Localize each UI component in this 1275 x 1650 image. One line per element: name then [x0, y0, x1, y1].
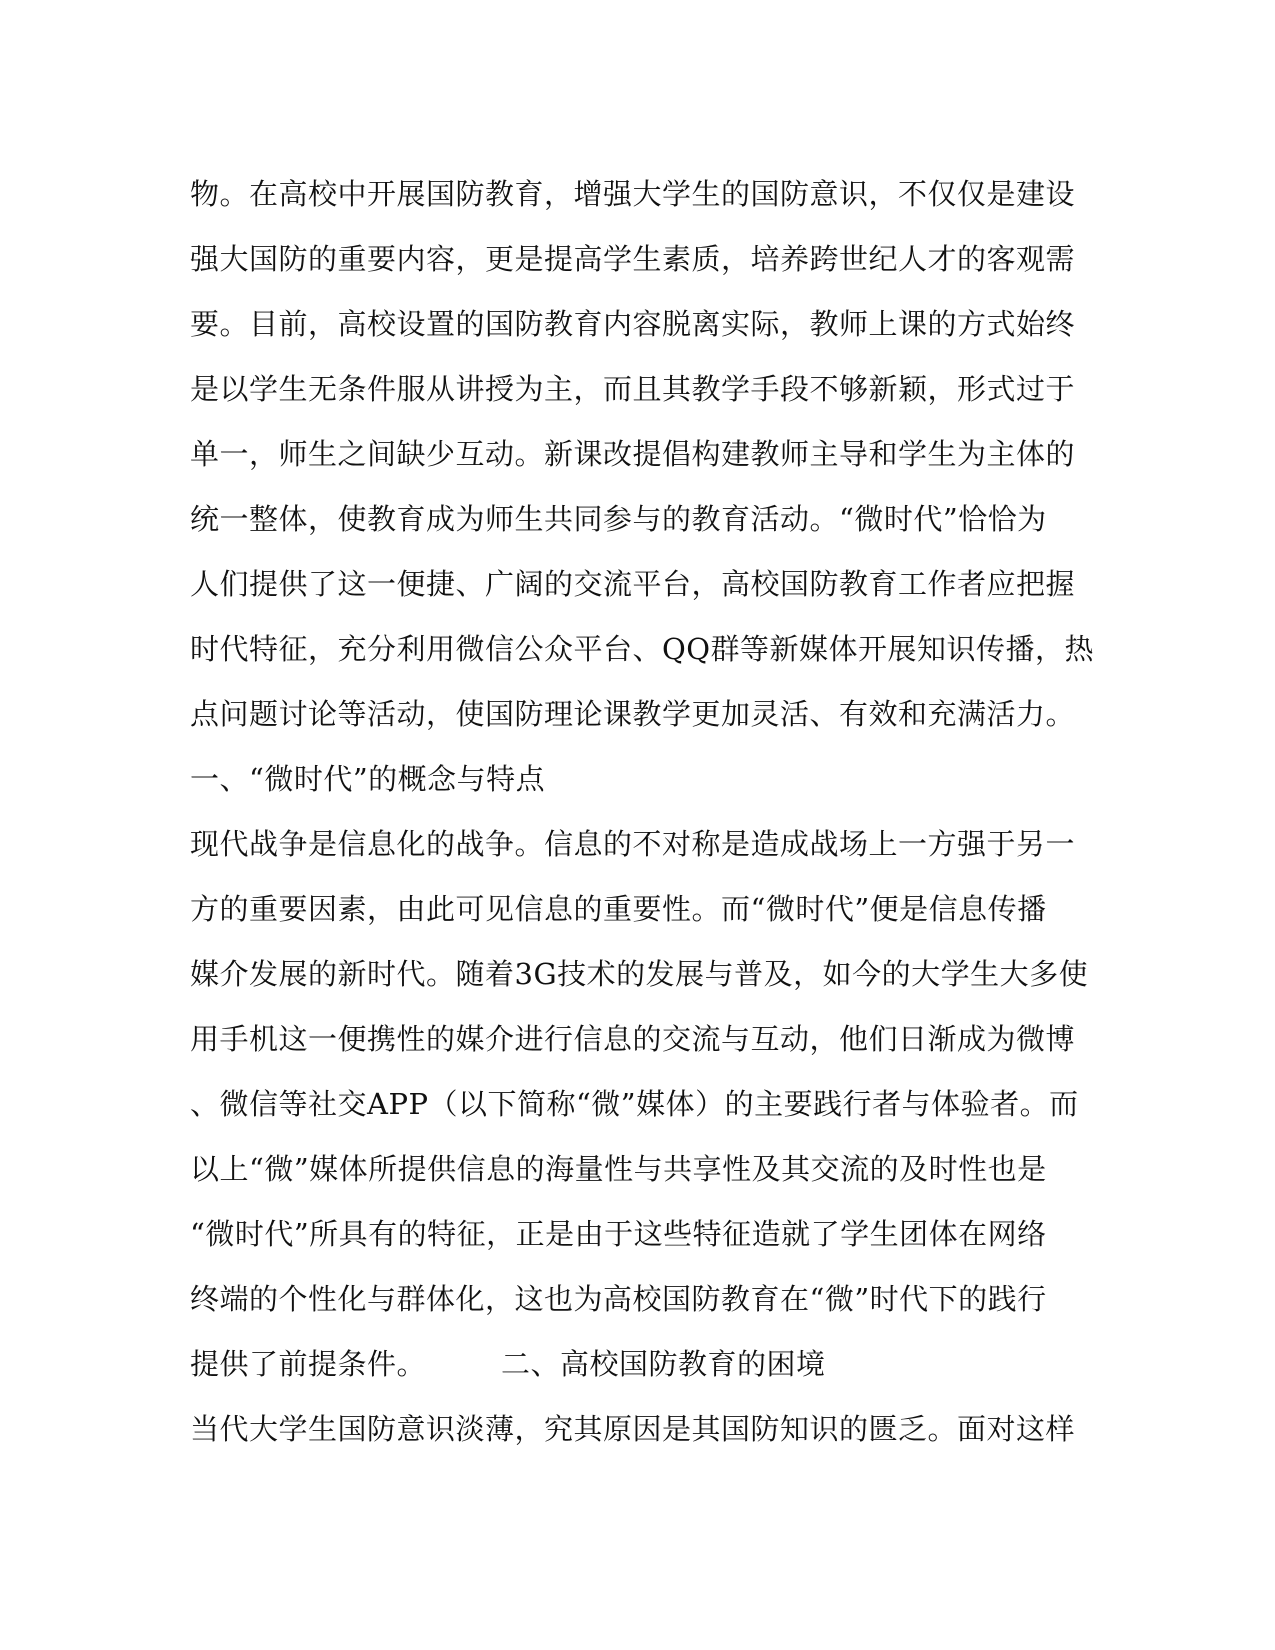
body-line: 是以学生无条件服从讲授为主，而且其教学手段不够新颖，形式过于	[190, 372, 1076, 406]
body-line: 以上“微”媒体所提供信息的海量性与共享性及其交流的及时性也是	[190, 1152, 1047, 1186]
body-line: 终端的个性化与群体化，这也为高校国防教育在“微”时代下的践行	[190, 1282, 1047, 1316]
body-line: 点问题讨论等活动，使国防理论课教学更加灵活、有效和充满活力。	[190, 697, 1076, 731]
section-heading: 二、高校国防教育的困境	[501, 1347, 826, 1381]
body-line-end: 提供了前提条件。	[190, 1347, 427, 1381]
body-line: 人们提供了这一便捷、广阔的交流平台，高校国防教育工作者应把握	[190, 567, 1076, 601]
body-line: “微时代”所具有的特征，正是由于这些特征造就了学生团体在网络	[190, 1217, 1047, 1251]
body-line: 单一，师生之间缺少互动。新课改提倡构建教师主导和学生为主体的	[190, 437, 1076, 471]
body-line: 方的重要因素，由此可见信息的重要性。而“微时代”便是信息传播	[190, 892, 1047, 926]
body-line: 时代特征，充分利用微信公众平台、QQ群等新媒体开展知识传播，热	[190, 632, 1095, 666]
body-line: 媒介发展的新时代。随着3G技术的发展与普及，如今的大学生大多使	[190, 957, 1089, 991]
body-line: 用手机这一便携性的媒介进行信息的交流与互动，他们日渐成为微博	[190, 1022, 1076, 1056]
body-line: 要。目前，高校设置的国防教育内容脱离实际，教师上课的方式始终	[190, 307, 1076, 341]
body-line: 统一整体，使教育成为师生共同参与的教育活动。“微时代”恰恰为	[190, 502, 1047, 536]
body-line: 、微信等社交APP（以下简称“微”媒体）的主要践行者与体验者。而	[190, 1087, 1079, 1121]
body-line: 强大国防的重要内容，更是提高学生素质，培养跨世纪人才的客观需	[190, 242, 1076, 276]
body-line: 物。在高校中开展国防教育，增强大学生的国防意识，不仅仅是建设	[190, 177, 1076, 211]
body-line-with-heading	[190, 1332, 1090, 1397]
document-body	[190, 162, 1095, 1462]
section-heading: 一、“微时代”的概念与特点	[190, 762, 546, 796]
body-line: 现代战争是信息化的战争。信息的不对称是造成战场上一方强于另一	[190, 827, 1076, 861]
body-line: 当代大学生国防意识淡薄，究其原因是其国防知识的匮乏。面对这样	[190, 1412, 1076, 1446]
